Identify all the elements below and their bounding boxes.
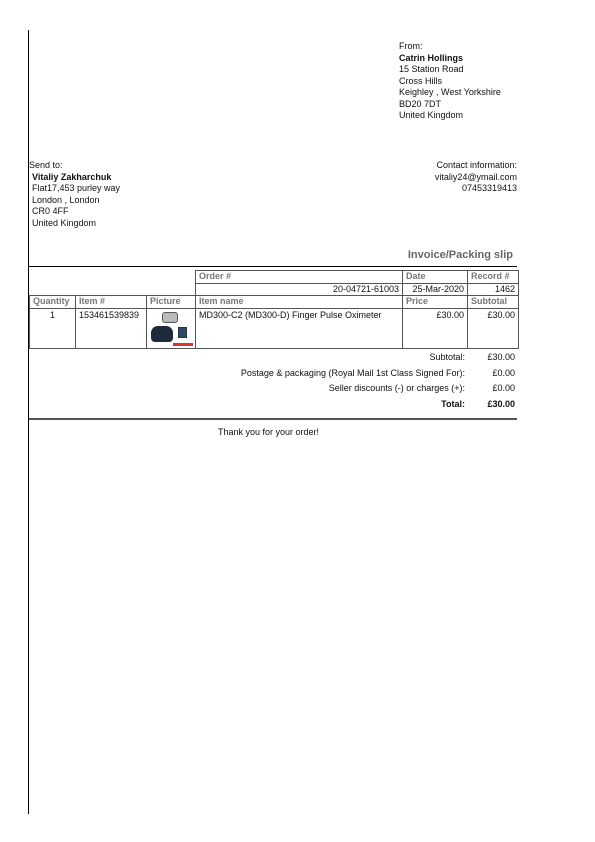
- discount-value: £0.00: [492, 383, 515, 393]
- recipient-address: [29, 160, 120, 229]
- pulse-oximeter-image: [150, 310, 196, 348]
- item-price: £30.00: [403, 308, 468, 348]
- postage-label: Postage & packaging (Royal Mail 1st Class Signed For):: [240, 367, 465, 378]
- table-row: [30, 308, 519, 348]
- sender-address-line: BD20 7DT: [399, 98, 442, 109]
- contact-email: vitaliy24@ymail.com: [434, 171, 517, 182]
- sender-name: Catrin Hollings: [399, 52, 464, 63]
- price-header: Price: [403, 296, 468, 309]
- postage-value: £0.00: [492, 367, 515, 378]
- item-subtotal: £30.00: [468, 308, 519, 348]
- subtotal-value: £30.00: [487, 352, 515, 362]
- left-margin-line: [28, 30, 29, 814]
- quantity-header: Quantity: [30, 296, 76, 309]
- divider: [29, 418, 517, 420]
- contact-information: [435, 160, 517, 195]
- date-header: Date: [403, 271, 468, 284]
- discount-label: Seller discounts (-) or charges (+):: [328, 383, 465, 393]
- totals-section: [29, 352, 517, 414]
- from-label: From:: [399, 41, 423, 51]
- picture-header: Picture: [147, 296, 196, 309]
- recipient-address-line: United Kingdom: [32, 217, 97, 228]
- invoice-table: [29, 270, 519, 349]
- recipient-name: Vitaliy Zakharchuk: [32, 171, 112, 182]
- divider: [29, 266, 517, 267]
- item-name: MD300-C2 (MD300-D) Finger Pulse Oximeter: [196, 308, 403, 348]
- subtotal-label: Subtotal:: [429, 352, 465, 362]
- item-picture-cell: [147, 308, 196, 348]
- sender-address-line: 15 Station Road: [399, 64, 464, 74]
- order-number: 20-04721-61003: [196, 283, 403, 296]
- order-date: 25-Mar-2020: [403, 283, 468, 296]
- item-number-header: Item #: [76, 296, 147, 309]
- recipient-address-line: CR0 4FF: [32, 206, 69, 216]
- contact-label: Contact information:: [436, 160, 517, 170]
- subtotal-header: Subtotal: [468, 296, 519, 309]
- sender-address-line: Keighley , West Yorkshire: [399, 87, 501, 97]
- total-value: £30.00: [487, 398, 515, 409]
- item-number: 153461539839: [76, 308, 147, 348]
- record-number-header: Record #: [468, 271, 519, 284]
- sender-address-line: United Kingdom: [399, 110, 464, 120]
- total-label: Total:: [441, 398, 465, 409]
- document-title: Invoice/Packing slip: [407, 249, 513, 261]
- item-quantity: 1: [30, 308, 76, 348]
- contact-phone: 07453319413: [461, 183, 517, 193]
- sender-address-line: Cross Hills: [399, 75, 443, 86]
- sender-address: [399, 41, 501, 122]
- item-name-header: Item name: [196, 296, 403, 309]
- record-number: 1462: [468, 283, 519, 296]
- send-to-label: Send to:: [29, 160, 63, 170]
- recipient-address-line: London , London: [32, 194, 100, 205]
- thank-you-message: Thank you for your order!: [218, 427, 320, 437]
- order-number-header: Order #: [196, 271, 403, 284]
- recipient-address-line: Flat17,453 purley way: [32, 183, 121, 193]
